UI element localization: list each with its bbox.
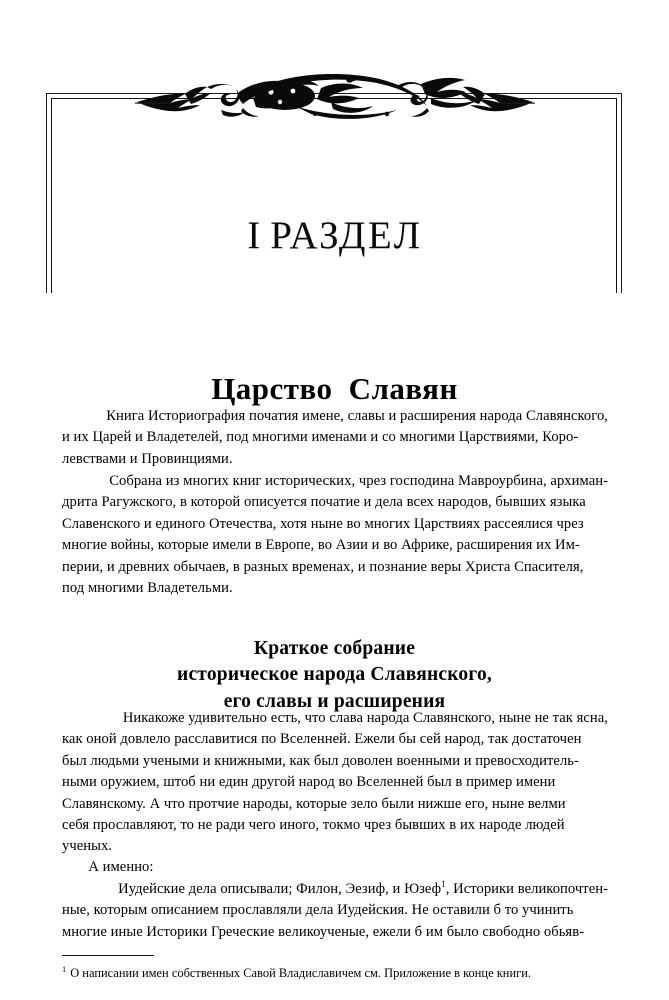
text-line	[62, 751, 608, 772]
line-text	[118, 879, 608, 900]
footnote-marker: 1	[62, 965, 67, 974]
line-text: и их Царей и Владетелей, под многими именами и со многими Царствиями, Коро-	[62, 429, 579, 446]
text-line	[62, 471, 608, 492]
page-title-part2: Славян	[348, 370, 458, 406]
chapter-header-block	[46, 72, 624, 294]
line-indent	[62, 857, 84, 878]
text-line	[62, 857, 608, 878]
line-text: левствами и Провинциями.	[62, 450, 233, 467]
line-text: как оной довлело расславитися по Вселенней. Ежели бы сей народ, так достаточен	[62, 731, 582, 748]
line-text: Славянскому. А что протчие народы, которые зело были нижше его, ныне велми	[62, 795, 566, 812]
text-line	[62, 879, 608, 900]
line-text: перии, и древних обычаев, в разных временах, и познание веры Христа Спасителя,	[62, 558, 584, 575]
text-line	[62, 492, 608, 513]
line-text-before-marker: Иудейские дела описывали; Филон, Эезиф, и Юзеф	[118, 881, 442, 897]
line-text: ные, которым описанием прославляли дела Иудейския. Не оставили б то учинить	[62, 902, 574, 919]
text-line	[62, 406, 608, 427]
line-text: под многими Владетельми.	[62, 580, 233, 597]
line-text: А именно:	[88, 859, 154, 875]
subheading-line-2: историческое народа Славянского,	[177, 664, 492, 686]
text-line	[62, 708, 608, 729]
text-line	[62, 815, 608, 836]
line-text-after-marker: , Историки великопочтен-	[445, 881, 608, 897]
text-line	[62, 578, 608, 599]
text-line	[62, 900, 608, 921]
footnote-body-text: О написании имен собственных Савой Владиславичем см. Приложение в конце книги.	[70, 966, 532, 981]
subheading-line-1: Краткое собрание	[253, 638, 416, 660]
line-text: ученых.	[62, 838, 113, 855]
section-subheading	[56, 636, 613, 715]
paragraph-book-description	[62, 406, 608, 470]
line-indent	[62, 471, 84, 492]
line-text: Собрана из многих книг исторических, чрез господина Мавроурбина, архиман-	[109, 473, 608, 489]
line-text: дрита Рагужского, в которой описуется початие и дела всех народов, бывших языка	[62, 494, 586, 511]
line-indent	[62, 879, 84, 900]
page-title-part1: Царство	[211, 370, 333, 406]
footnote-entry	[62, 962, 608, 981]
text-line	[62, 794, 608, 815]
text-line	[62, 557, 608, 578]
text-line	[62, 772, 608, 793]
section-word: РАЗДЕЛ	[270, 214, 423, 257]
section-title	[46, 216, 624, 255]
paragraph-sources	[62, 471, 608, 599]
footnote-reference[interactable]: 1	[441, 879, 446, 890]
text-line	[62, 449, 608, 470]
line-text: Никакоже удивительно есть, что слава народа Славянского, ныне не так ясна,	[122, 710, 608, 726]
line-text: был людьми учеными и книжными, как был доволен военными и превосходитель-	[62, 752, 579, 769]
decorative-frame-outer	[46, 93, 622, 293]
text-line	[62, 427, 608, 448]
section-numeral: I	[247, 214, 271, 257]
line-text: многие войны, которые имели в Европе, во Азии и во Африке, расширения их Им-	[62, 537, 580, 554]
page-title	[0, 370, 669, 406]
text-line	[62, 922, 608, 943]
text-line	[62, 514, 608, 535]
paragraph-namely	[62, 857, 608, 878]
decorative-frame-inner	[51, 98, 617, 293]
paragraph-slavic-glory	[62, 708, 608, 858]
line-text: Книга Историография початия имене, славы и расширения народа Славянского,	[106, 408, 608, 424]
text-line	[62, 836, 608, 857]
line-indent	[62, 406, 84, 427]
paragraph-jewish-historians	[62, 879, 608, 943]
text-line	[62, 535, 608, 556]
line-text: себя прославляют, то не ради чего иного, токмо чрез бывших в их народе людей	[62, 817, 565, 834]
line-text: ными оружием, штоб ни един другой народ во Вселенней был в пример имени	[62, 774, 556, 791]
footnote-separator-rule	[62, 955, 154, 956]
line-indent	[62, 708, 84, 729]
subheading-line-3: его славы и расширения	[223, 690, 446, 712]
footnote-area	[62, 955, 608, 981]
text-line	[62, 729, 608, 750]
line-text: многие иные Историки Греческие великоученые, ежели б им было свободно обьяв-	[62, 923, 585, 940]
line-text: Славенского и единого Отечества, хотя ныне во многих Царствиях рассеялися чрез	[62, 515, 584, 532]
